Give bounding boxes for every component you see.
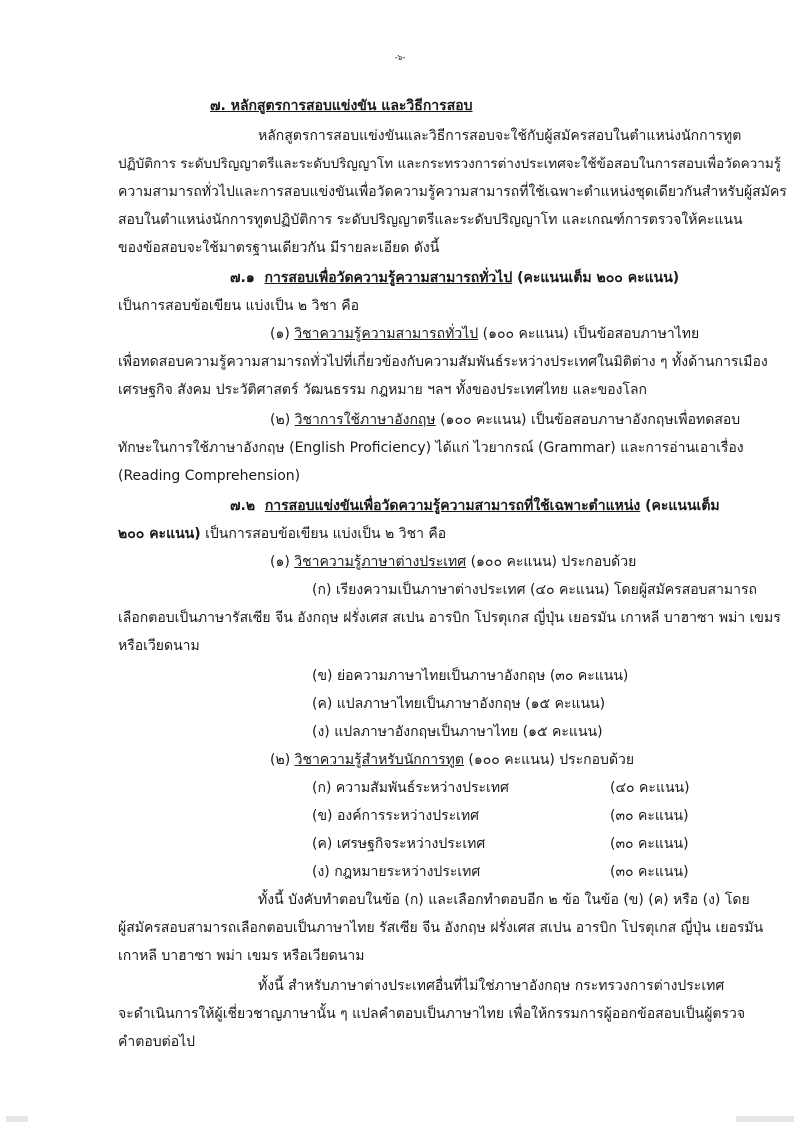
subsection-7-2-desc	[118, 524, 446, 544]
subsection-7-2-score-b: ๒๐๐ คะแนน)	[118, 526, 201, 542]
s72-subject-2	[270, 750, 634, 770]
s72-item-a-line-2: เลือกตอบเป็นภาษารัสเซีย จีน อังกฤษ ฝรั่งเศส สเปน อารบิก โปรตุเกส ญี่ปุ่น เยอรมัน เกาหลี บาฮาซา พม่า เขมร	[118, 610, 781, 626]
s72-subject-1-num: (๑)	[270, 554, 290, 570]
section-heading: ๗. หลักสูตรการสอบแข่งขัน และวิธีการสอบ	[210, 98, 473, 114]
s72-sub2-item-label: (ก) ความสัมพันธ์ระหว่างประเทศ	[312, 780, 509, 796]
scan-mark	[6, 1116, 28, 1122]
intro-line-5: ของข้อสอบจะใช้มาตรฐานเดียวกัน มีรายละเอียด ดังนี้	[118, 240, 440, 256]
s72-sub2-item-label: (ข) องค์การระหว่างประเทศ	[312, 808, 480, 824]
subsection-7-1-score: (คะแนนเต็ม ๒๐๐ คะแนน)	[517, 270, 680, 286]
s72-item-b: (ข) ย่อความภาษาไทยเป็นภาษาอังกฤษ (๓๐ คะแนน)	[312, 668, 629, 684]
intro-line-3: ความสามารถทั่วไปและการสอบแข่งขันเพื่อวัดความรู้ความสามารถที่ใช้เฉพาะตำแหน่งชุดเดียวกันสำหรับผู้สมัคร	[118, 184, 787, 200]
subsection-7-1-desc: เป็นการสอบข้อเขียน แบ่งเป็น ๒ วิชา คือ	[118, 298, 360, 314]
s71-subject-1-num: (๑)	[270, 326, 290, 342]
note-1-line-3: เกาหลี บาฮาซา พม่า เขมร หรือเวียดนาม	[118, 948, 365, 964]
s72-subject-2-num: (๒)	[270, 752, 291, 768]
subsection-7-1-title: การสอบเพื่อวัดความรู้ความสามารถทั่วไป	[264, 270, 513, 286]
note-1-line-1: ทั้งนี้ บังคับทำตอบในข้อ (ก) และเลือกทำตอบอีก ๒ ข้อ ในข้อ (ข) (ค) หรือ (ง) โดย	[258, 892, 750, 908]
subsection-7-2-title: การสอบแข่งขันเพื่อวัดความรู้ความสามารถที่ใช้เฉพาะตำแหน่ง	[264, 498, 641, 514]
note-2-line-3: คำตอบต่อไป	[118, 1034, 196, 1050]
note-2-line-1: ทั้งนี้ สำหรับภาษาต่างประเทศอื่นที่ไม่ใช่ภาษาอังกฤษ กระทรวงการต่างประเทศ	[258, 978, 725, 994]
s72-subject-1	[270, 552, 636, 572]
s71-subject-2	[270, 410, 740, 430]
s72-subject-1-title: วิชาความรู้ภาษาต่างประเทศ	[294, 554, 467, 570]
s72-sub2-item-score: (๔๐ คะแนน)	[610, 780, 690, 796]
s71-subject-1-rest: (๑๐๐ คะแนน) เป็นข้อสอบภาษาไทย	[482, 326, 700, 342]
s72-item-a-line-3: หรือเวียดนาม	[118, 638, 200, 654]
scan-mark	[736, 1116, 794, 1122]
subsection-7-1-number: ๗.๑	[230, 270, 255, 286]
s72-sub2-item-score: (๓๐ คะแนน)	[610, 836, 689, 852]
subsection-7-2-desc-text: เป็นการสอบข้อเขียน แบ่งเป็น ๒ วิชา คือ	[205, 526, 447, 542]
s72-sub2-item-label: (ง) กฎหมายระหว่างประเทศ	[312, 864, 481, 880]
intro-line-2: ปฏิบัติการ ระดับปริญญาตรีและระดับปริญญาโท และกระทรวงการต่างประเทศจะใช้ข้อสอบในการสอบเพื่อวัดความรู้	[118, 156, 781, 172]
intro-line-4: สอบในตำแหน่งนักการทูตปฏิบัติการ ระดับปริญญาตรีและระดับปริญญาโท และเกณฑ์การตรวจให้คะแนน	[118, 212, 743, 228]
note-1-line-2: ผู้สมัครสอบสามารถเลือกตอบเป็นภาษาไทย รัสเซีย จีน อังกฤษ ฝรั่งเศส สเปน อารบิก โปรตุเกส ญี่ปุ่น เยอรมัน	[118, 920, 764, 936]
s72-subject-2-title: วิชาความรู้สำหรับนักการทูต	[294, 752, 464, 768]
subsection-7-1-heading	[230, 268, 679, 288]
s72-sub2-item-label: (ค) เศรษฐกิจระหว่างประเทศ	[312, 836, 486, 852]
s71-subject-1-line-2: เศรษฐกิจ สังคม ประวัติศาสตร์ วัฒนธรรม กฎหมาย ฯลฯ ทั้งของประเทศไทย และของโลก	[118, 382, 648, 398]
s71-subject-1-line-1: เพื่อทดสอบความรู้ความสามารถทั่วไปที่เกี่ยวข้องกับความสัมพันธ์ระหว่างประเทศในมิติต่าง ๆ ทั้งด้านการเมือง	[118, 354, 768, 370]
s72-subject-2-rest: (๑๐๐ คะแนน) ประกอบด้วย	[468, 752, 635, 768]
subsection-7-2-score-a: (คะแนนเต็ม	[645, 498, 720, 514]
s71-subject-2-line-2: (Reading Comprehension)	[118, 468, 301, 484]
s71-subject-2-title: วิชาการใช้ภาษาอังกฤษ	[294, 412, 436, 428]
s71-subject-2-rest: (๑๐๐ คะแนน) เป็นข้อสอบภาษาอังกฤษเพื่อทดสอบ	[440, 412, 741, 428]
s72-subject-1-rest: (๑๐๐ คะแนน) ประกอบด้วย	[470, 554, 637, 570]
subsection-7-2-heading	[230, 496, 720, 516]
s72-item-a-line-1: (ก) เรียงความเป็นภาษาต่างประเทศ (๔๐ คะแนน) โดยผู้สมัครสอบสามารถ	[312, 582, 758, 598]
s71-subject-2-line-1: ทักษะในการใช้ภาษาอังกฤษ (English Proficiency) ได้แก่ ไวยากรณ์ (Grammar) และการอ่านเอาเรื่อง	[118, 440, 744, 456]
page-number: -๖-	[394, 53, 406, 62]
intro-line-1: หลักสูตรการสอบแข่งขันและวิธีการสอบจะใช้กับผู้สมัครสอบในตำแหน่งนักการทูต	[258, 128, 742, 144]
s72-item-d: (ง) แปลภาษาอังกฤษเป็นภาษาไทย (๑๕ คะแนน)	[312, 724, 603, 740]
s72-sub2-item-score: (๓๐ คะแนน)	[610, 808, 689, 824]
s71-subject-1-title: วิชาความรู้ความสามารถทั่วไป	[294, 326, 479, 342]
s71-subject-1	[270, 324, 699, 344]
s71-subject-2-num: (๒)	[270, 412, 291, 428]
subsection-7-2-number: ๗.๒	[230, 498, 256, 514]
s72-sub2-item-score: (๓๐ คะแนน)	[610, 864, 689, 880]
s72-item-c: (ค) แปลภาษาไทยเป็นภาษาอังกฤษ (๑๕ คะแนน)	[312, 696, 606, 712]
note-2-line-2: จะดำเนินการให้ผู้เชี่ยวชาญภาษานั้น ๆ แปลคำตอบเป็นภาษาไทย เพื่อให้กรรมการผู้ออกข้อสอบเป็นผู้ตรวจ	[118, 1006, 746, 1022]
